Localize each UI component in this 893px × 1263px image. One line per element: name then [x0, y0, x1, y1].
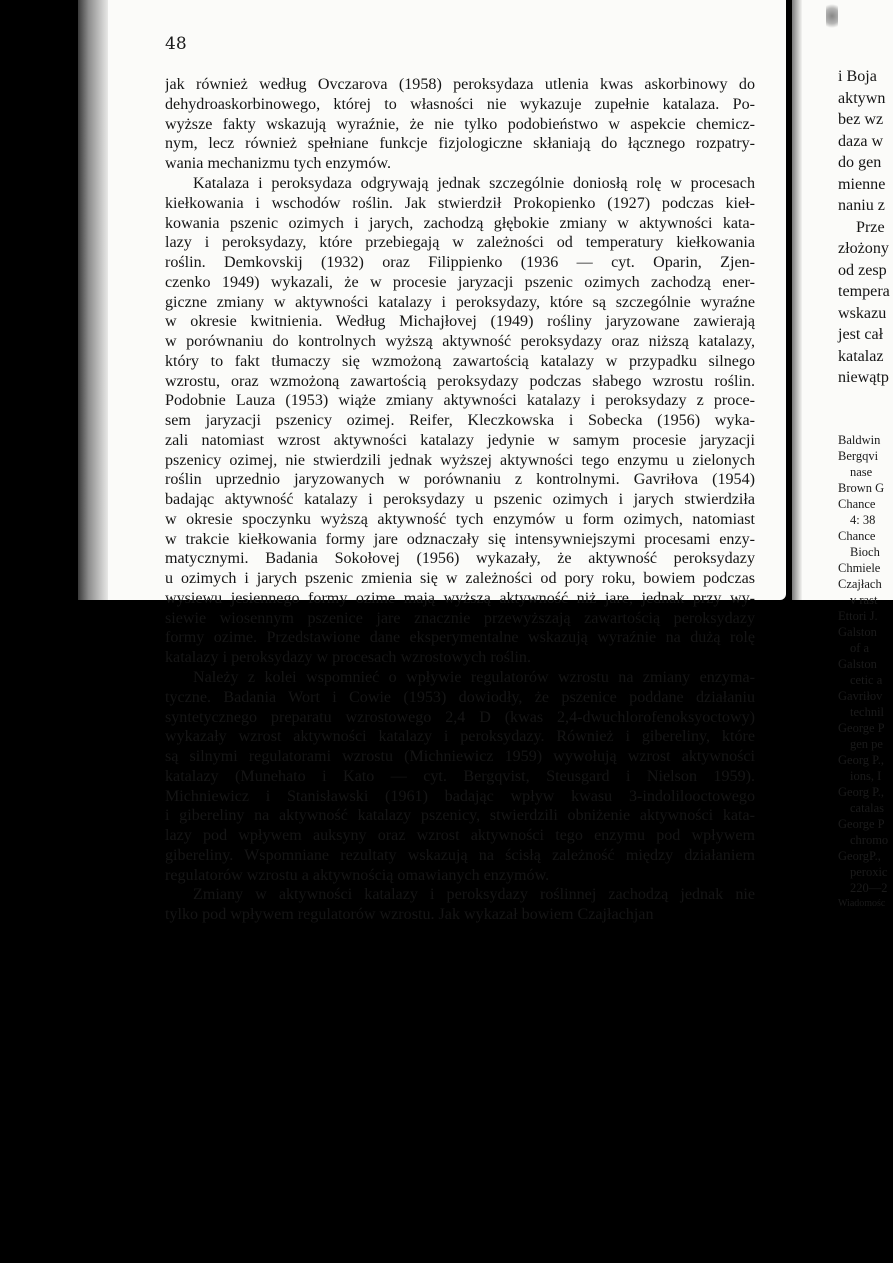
right-page-line: Prze	[856, 218, 885, 236]
text-line: Zmiany w aktywności katalazy i peroksydazy roślinnej zachodzą jednak nie	[193, 886, 755, 903]
paragraph-3	[165, 668, 755, 885]
paragraph-2	[165, 174, 755, 668]
text-line: siewie wiosennym pszenice jare znacznie przewyższają zawartością peroksydazy	[165, 609, 755, 627]
right-page-line: i Boja	[838, 68, 877, 85]
text-line: nym, lecz również spełniane funkcje fizjologiczne skłaniają do łącznego rozpatry-	[165, 135, 755, 153]
paragraph-4	[165, 885, 755, 925]
right-page-line: złożony	[838, 240, 889, 257]
reference-line: peroxic	[850, 865, 888, 879]
reference-line: technil	[850, 705, 885, 719]
paragraph-1	[165, 75, 755, 174]
text-line: Należy z kolei wspomnieć o wpływie regulatorów wzrostu na zmiany enzyma-	[193, 669, 755, 686]
right-page-line: niewątp	[838, 369, 889, 386]
reference-line: Gavriłov	[838, 689, 883, 703]
reference-line: Galston	[838, 625, 877, 639]
reference-line: v rast	[850, 593, 878, 607]
text-line: wysiewu jesiennego formy ozime mają wyższą aktywność niż jare, jednak przy wy-	[165, 589, 755, 607]
text-line: gibereliny. Wspomniane rezultaty wskazują na ścisłą zależność między działaniem	[165, 846, 755, 864]
text-line: formy ozime. Przedstawione dane eksperymentalne wskazują wyraźnie na dużą rolę	[165, 629, 755, 647]
reference-line: of a	[850, 641, 870, 655]
reference-line: Baldwin	[838, 433, 881, 447]
right-page-line: katalaz	[838, 347, 884, 365]
text-line: badając aktywność katalazy i peroksydazy u pszenic ozimych i jarych stwierdziła	[165, 491, 755, 508]
right-page-line: do gen	[838, 154, 882, 171]
right-page-line: bez wz	[838, 111, 884, 128]
text-line: dehydroaskorbinowego, której to własności nie wykazuje zupełnie katalaza. Po-	[165, 95, 755, 113]
reference-line: Chance	[838, 529, 876, 543]
text-line: wykazały wzrost aktywności katalazy i peroksydazy. Również i gibereliny, które	[165, 728, 755, 746]
text-line: tylko pod wpływem regulatorów wzrostu. Jak wykazał bowiem Czajłachjan	[165, 905, 654, 923]
text-line: w porównaniu do kontrolnych wyższą aktywność peroksydazy oraz niższą katalazy,	[165, 333, 755, 350]
reference-line: Ettori J.	[838, 609, 878, 623]
text-line: który to fakt tłumaczy się wzmożoną zawartością katalazy w przypadku silnego	[165, 352, 755, 370]
reference-line: Chmiele	[838, 561, 881, 575]
text-line: i gibereliny na aktywność katalazy pszenicy, stwierdzili obniżenie aktywności kata-	[165, 807, 755, 825]
text-line: w okresie kwitnienia. Według Michajłovej (1949) rośliny jaryzowane zawierają	[165, 313, 755, 331]
right-page-references	[838, 432, 888, 912]
text-line: Podobnie Lauza (1953) wiąże zmiany aktywności katalazy i peroksydazy z proce-	[165, 392, 755, 410]
reference-line: chromo	[850, 833, 889, 847]
reference-line: Chance	[838, 497, 876, 511]
reference-line: George P	[838, 721, 885, 735]
reference-line: cetic a	[850, 673, 883, 687]
text-line: są silnymi regulatorami wzrostu (Michniewicz 1959) wywołują wzrost aktywności	[165, 748, 755, 765]
reference-line: 220—2	[850, 881, 888, 895]
reference-line: George P	[838, 817, 885, 831]
text-line: kowania pszenic ozimych i jarych, zachodzą głębokie zmiany w aktywności kata-	[165, 214, 755, 232]
reference-line: 4: 38	[850, 513, 876, 527]
right-page-line: od zesp	[838, 261, 887, 279]
text-line: pszenicy ozimej, nie stwierdzili jednak wyższej aktywności tego enzymu u zielonych	[165, 451, 755, 469]
reference-line: Bioch	[850, 545, 880, 559]
right-page-line: daza w	[838, 132, 884, 150]
text-line: w trakcie kiełkowania formy jare odznaczały się intensywniejszymi procesami enzy-	[165, 530, 755, 548]
text-line: wania mechanizmu tych enzymów.	[165, 155, 391, 172]
right-page-line: naniu z	[838, 197, 885, 214]
text-line: syntetycznego preparatu wzrostowego 2,4 D (kwas 2,4-dwuchlorofenoksyoctowy)	[165, 708, 755, 726]
reference-line: Czajłach	[838, 577, 882, 591]
text-line: roślin uprzednio jaryzowanych w porównaniu z kontrolnymi. Gavriłova (1954)	[165, 471, 755, 489]
text-line: lazy i peroksydazy, które przebiegają w zależności od temperatury kiełkowania	[165, 234, 755, 252]
text-line: roślin. Demkovskij (1932) oraz Filippienko (1936 — cyt. Oparin, Zjen-	[165, 254, 755, 271]
text-line: Katalaza i peroksydaza odgrywają jednak szczególnie doniosłą rolę w procesach	[193, 175, 755, 192]
right-page-line: aktywn	[838, 89, 886, 107]
reference-line: nase	[850, 465, 873, 479]
reference-line: Brown G	[838, 481, 885, 495]
reference-line: GeorgP.,	[838, 849, 881, 863]
text-line: u ozimych i jarych pszenic zmienia się w zależności od pory roku, bowiem podczas	[165, 570, 755, 587]
reference-line: Georg P.,	[838, 785, 884, 799]
right-page-line: tempera	[838, 283, 890, 300]
text-line: wyższe fakty wskazują wyraźnie, że nie tylko podobieństwo w aspekcie chemicz-	[165, 115, 755, 133]
reference-line: Bergqvi	[838, 449, 879, 463]
reference-line: Georg P.,	[838, 753, 884, 767]
right-page-line: wskazu	[838, 304, 887, 322]
right-page-line: mienne	[838, 175, 886, 193]
text-line: katalazy i peroksydazy w procesach wzrostowych roślin.	[165, 649, 532, 666]
reference-line: gen pe	[850, 737, 883, 751]
page-number: 48	[165, 34, 187, 54]
text-line: kiełkowania i wschodów roślin. Jak stwierdził Prokopienko (1927) podczas kieł-	[165, 194, 755, 212]
text-line: Michniewicz i Stanisławski (1961) badając wpływ kwasu 3-indolilooctowego	[165, 787, 755, 805]
text-line: zali natomiast wzrost aktywności katalazy jedynie w samym procesie jaryzacji	[165, 431, 755, 449]
text-line: lazy pod wpływem auksyny oraz wzrost aktywności tego enzymu pod wpływem	[165, 827, 755, 844]
text-line: tyczne. Badania Wort i Cowie (1953) dowiodły, że pszenice poddane działaniu	[165, 688, 755, 706]
right-page-line: jest cał	[838, 326, 884, 343]
text-line: w okresie spoczynku wyższą aktywność tych enzymów u form ozimych, natomiast	[165, 510, 755, 528]
text-line: sem jaryzacji pszenicy ozimej. Reifer, Kleczkowska i Sobecka (1956) wyka-	[165, 412, 755, 429]
text-line: jak również według Ovczarova (1958) peroksydaza utlenia kwas askorbinowy do	[165, 76, 755, 93]
reference-line: catalas	[850, 801, 885, 815]
text-line: czenko 1949) wykazali, że w procesie jaryzacji pszenic ozimych zachodzą ener-	[165, 273, 755, 291]
right-page-text-column	[838, 66, 890, 389]
text-line: giczne zmiany w aktywności katalazy i peroksydazy, które są szczególnie wyraźne	[165, 293, 755, 311]
text-line: matycznymi. Badania Sokołovej (1956) wykazały, że aktywność peroksydazy	[165, 550, 755, 568]
reference-line: Galston	[838, 657, 877, 671]
text-line: katalazy (Munehato i Kato — cyt. Bergqvist, Steusgard i Nielson 1959).	[165, 767, 755, 785]
text-line: regulatorów wzrostu a aktywnością omawianych enzymów.	[165, 866, 550, 884]
reference-line: Wiadomośc	[838, 898, 886, 909]
gutter-shadow	[826, 0, 838, 32]
reference-line: ions, I	[850, 769, 882, 783]
text-line: wzrostu, oraz wzmożoną zawartością peroksydazy podczas słabego wzrostu roślin.	[165, 372, 755, 390]
